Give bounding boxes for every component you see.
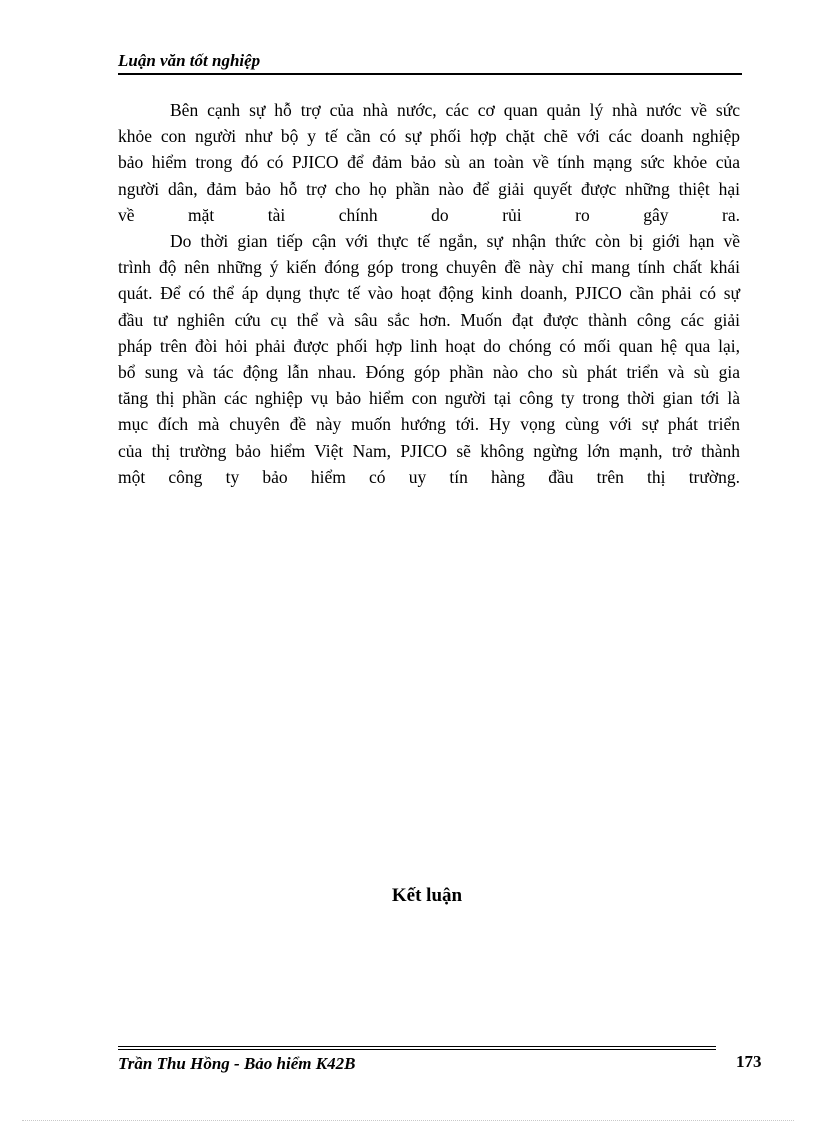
body-text	[118, 97, 740, 490]
paragraph-2	[118, 228, 740, 490]
paragraph-line: mục đích mà chuyên đề này muốn hướng tới. Hy vọng cùng với sự phát triển	[118, 414, 740, 435]
paragraph-line: bổ sung và tác động lẫn nhau. Đóng góp phần nào cho sù phát triển và sù gia	[118, 362, 740, 383]
paragraph-line: của thị trường bảo hiểm Việt Nam, PJICO sẽ không ngừng lớn mạnh, trở thành	[118, 440, 740, 461]
paragraph-line: khỏe con người như bộ y tế cần có sự phối hợp chặt chẽ với các doanh nghiệp	[118, 126, 740, 147]
paragraph-line: tăng thị phần các nghiệp vụ bảo hiểm con người tại công ty trong thời gian tới là	[118, 388, 740, 409]
paragraph-line: Bên cạnh sự hỗ trợ của nhà nước, các cơ quan quản lý nhà nước về sức	[170, 100, 740, 120]
page-number: 173	[736, 1052, 762, 1071]
paragraph-line: trình độ nên những ý kiến đóng góp trong chuyên đề này chỉ mang tính chất khái	[118, 257, 740, 278]
footer-author: Trần Thu Hồng - Bảo hiểm K42B	[118, 1054, 356, 1073]
paragraph-line: pháp trên đòi hỏi phải được phối hợp linh hoạt do chóng có mối quan hệ qua lại,	[118, 335, 740, 356]
paragraph-line: Do thời gian tiếp cận với thực tế ngắn, sự nhận thức còn bị giới hạn về	[170, 231, 740, 252]
paragraph-line: quát. Để có thể áp dụng thực tế vào hoạt động kinh doanh, PJICO cần phải có sự	[118, 283, 740, 304]
footer-divider	[118, 1046, 716, 1050]
header-title: Luận văn tốt nghiệp	[118, 51, 261, 70]
conclusion-heading: Kết luận	[391, 885, 463, 906]
paragraph-line: đầu tư nghiên cứu cụ thể và sâu sắc hơn. Muốn đạt được thành công các giải	[118, 309, 740, 330]
paragraph-1	[118, 97, 740, 228]
running-header	[118, 48, 742, 75]
paragraph-line: về mặt tài chính do rủi ro gây ra.	[118, 204, 740, 225]
paragraph-line: người dân, đảm bảo hỗ trợ cho họ phần nào để giải quyết được những thiệt hại	[118, 178, 740, 199]
page-edge-divider	[22, 1120, 794, 1121]
paragraph-line: bảo hiểm trong đó có PJICO để đảm bảo sù an toàn về tính mạng sức khỏe của	[118, 152, 740, 173]
paragraph-line: một công ty bảo hiểm có uy tín hàng đầu trên thị trường.	[118, 466, 740, 487]
